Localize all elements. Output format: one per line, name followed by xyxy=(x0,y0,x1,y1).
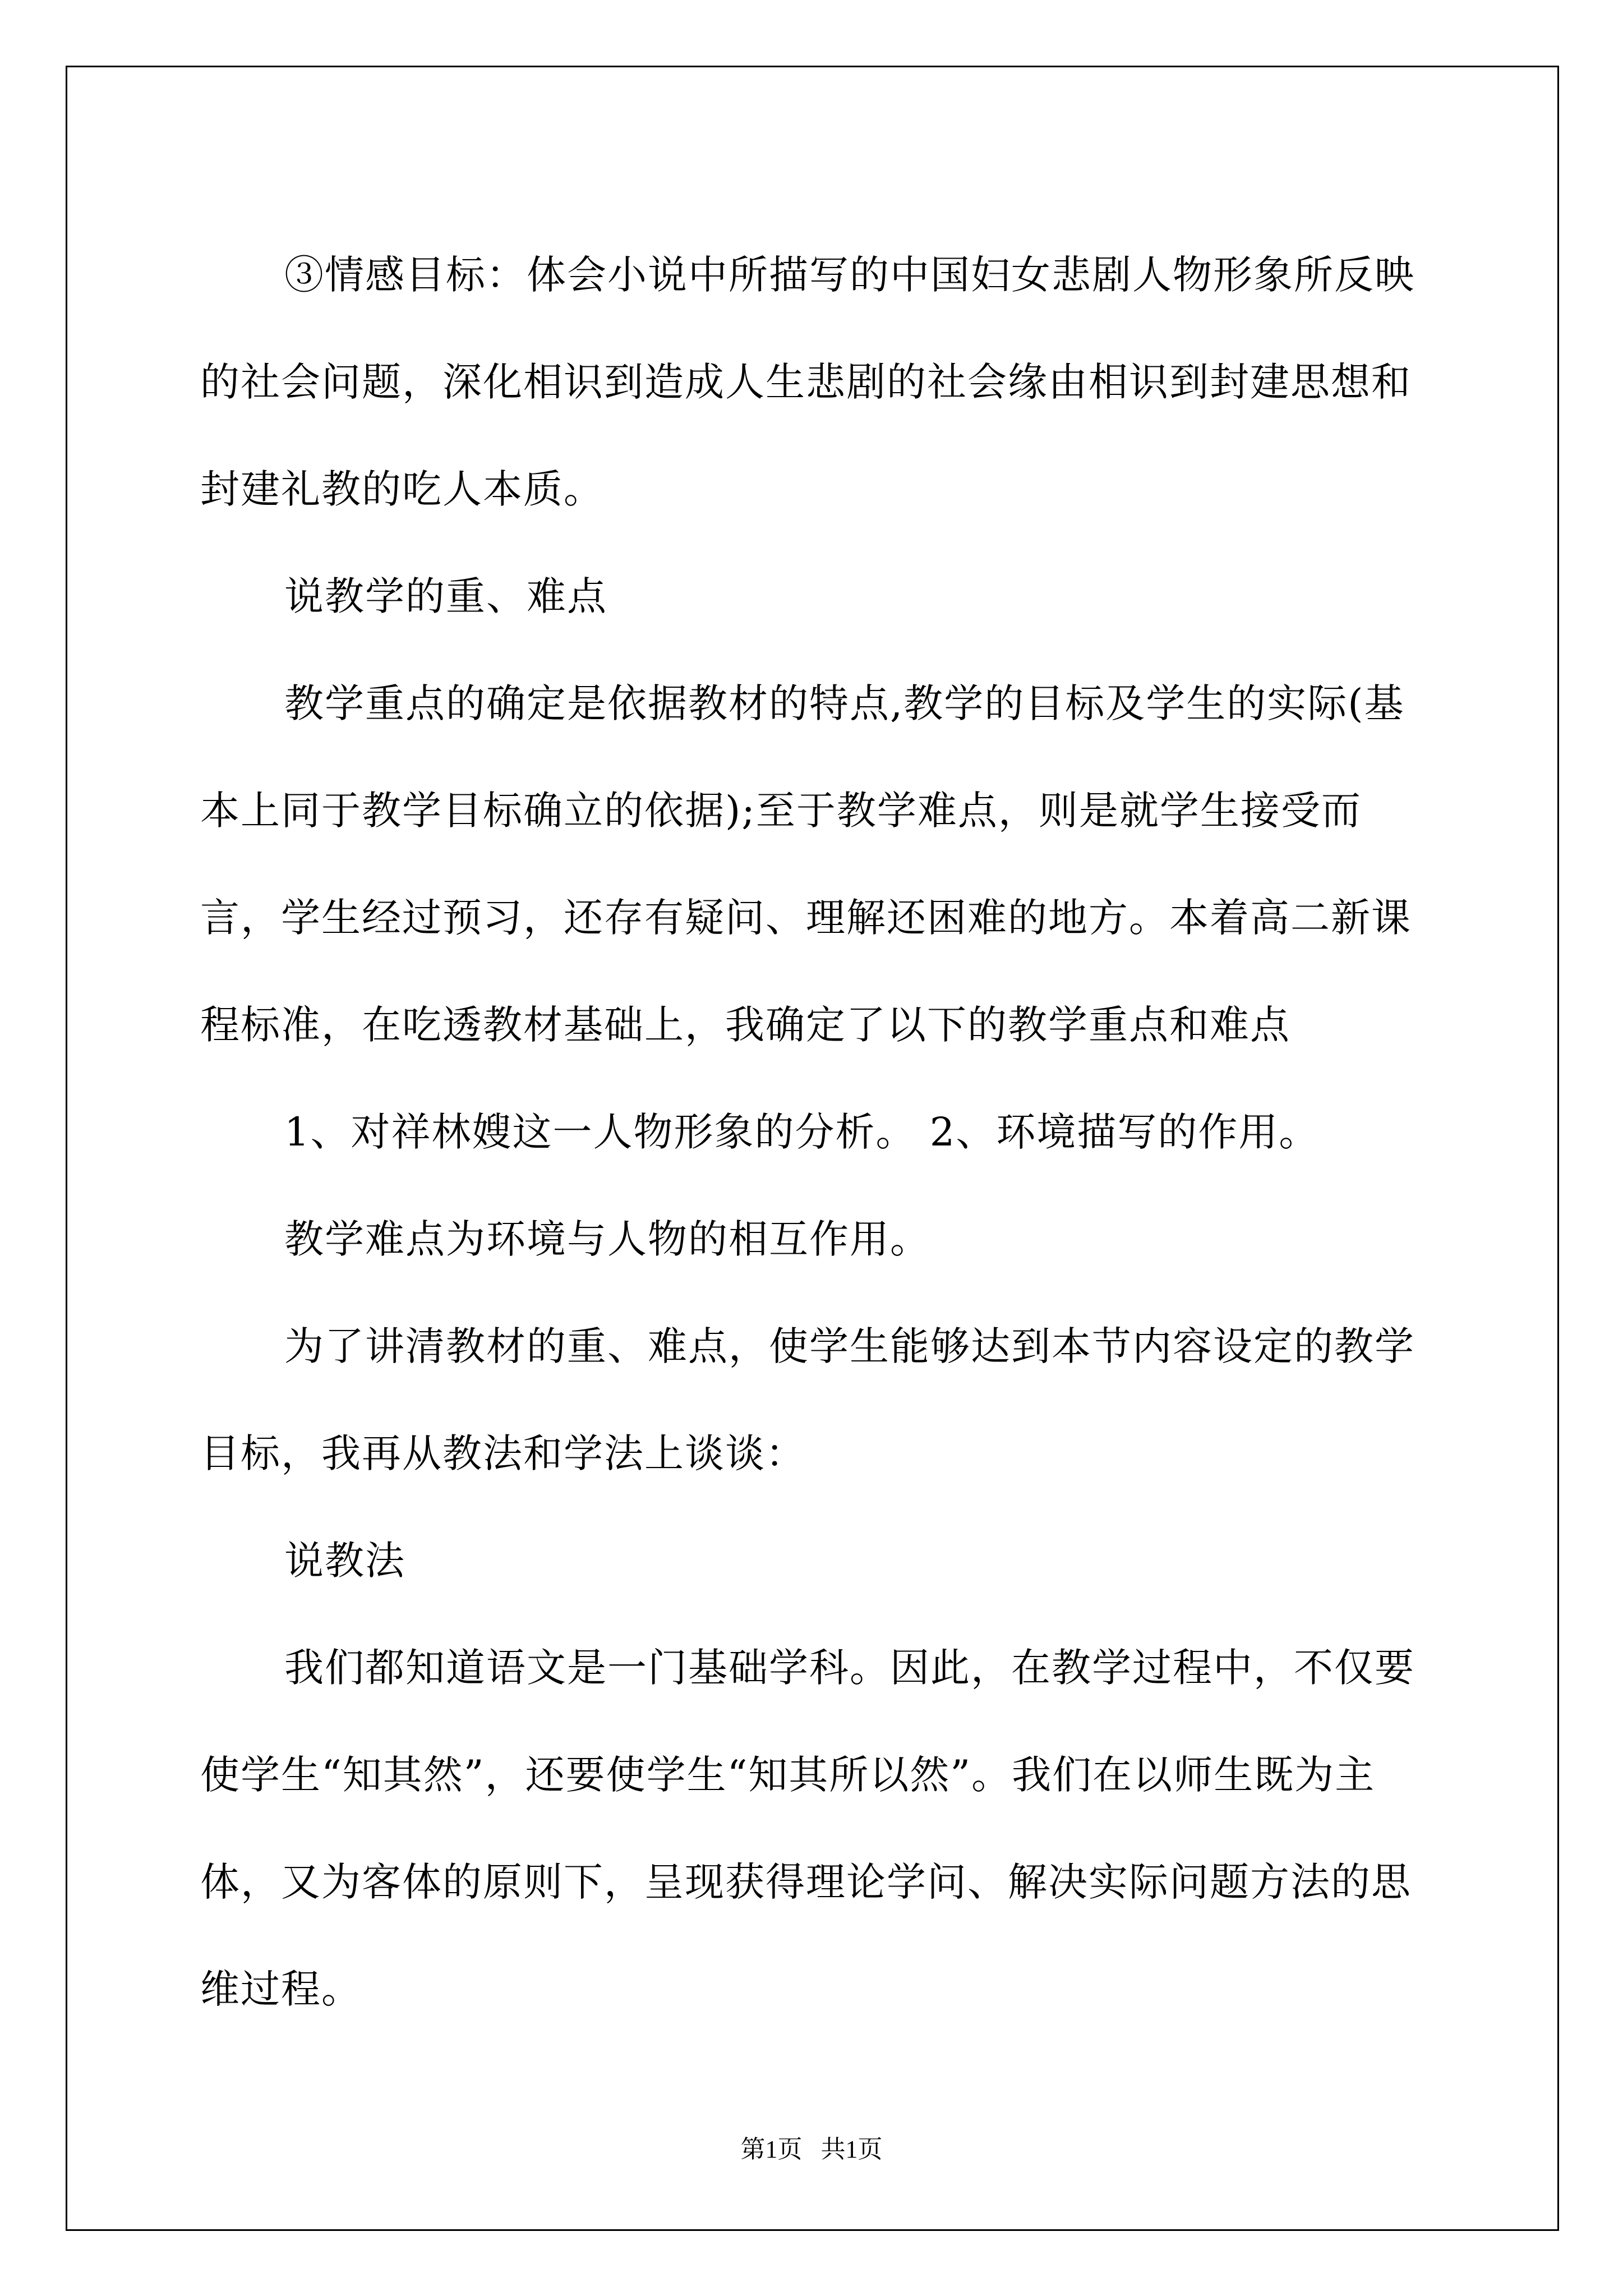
paragraph-key-points-list: 1、对祥林嫂这一人物形象的分析。 2、环境描写的作用。 xyxy=(284,1109,1320,1155)
paragraph-emotional-goal: ③情感目标：体会小说中所描写的中国妇女悲剧人物形象所反映的社会问题，深化相识到造成人生悲剧的社会缘由相识到封建思想和封建礼教的吃人本质。 xyxy=(200,252,1415,512)
document-body xyxy=(200,222,1434,2043)
paragraph-difficult-point: 教学难点为环境与人物的相互作用。 xyxy=(284,1216,930,1262)
paragraph-key-points: 教学重点的确定是依据教材的特点,教学的目标及学生的实际(基本上同于教学目标确立的依据);至于教学难点，则是就学生接受而言，学生经过预习，还存有疑问、理解还困难的地方。本着高二新课程标准，在吃透教材基础上，我确定了以下的教学重点和难点 xyxy=(200,680,1412,1048)
heading-teaching-method: 说教法 xyxy=(284,1538,405,1584)
paragraph-transition: 为了讲清教材的重、难点，使学生能够达到本节内容设定的教学目标，我再从教法和学法上谈谈： xyxy=(200,1323,1415,1476)
page-footer: 第1页 共1页 xyxy=(740,2136,883,2163)
paragraph-teaching-method: 我们都知道语文是一门基础学科。因此，在教学过程中，不仅要使学生“知其然”，还要使学生“知其所以然”。我们在以师生既为主体，又为客体的原则下，呈现获得理论学问、解决实际问题方法的思维过程。 xyxy=(200,1645,1415,2012)
heading-key-difficult-points: 说教学的重、难点 xyxy=(284,573,607,619)
